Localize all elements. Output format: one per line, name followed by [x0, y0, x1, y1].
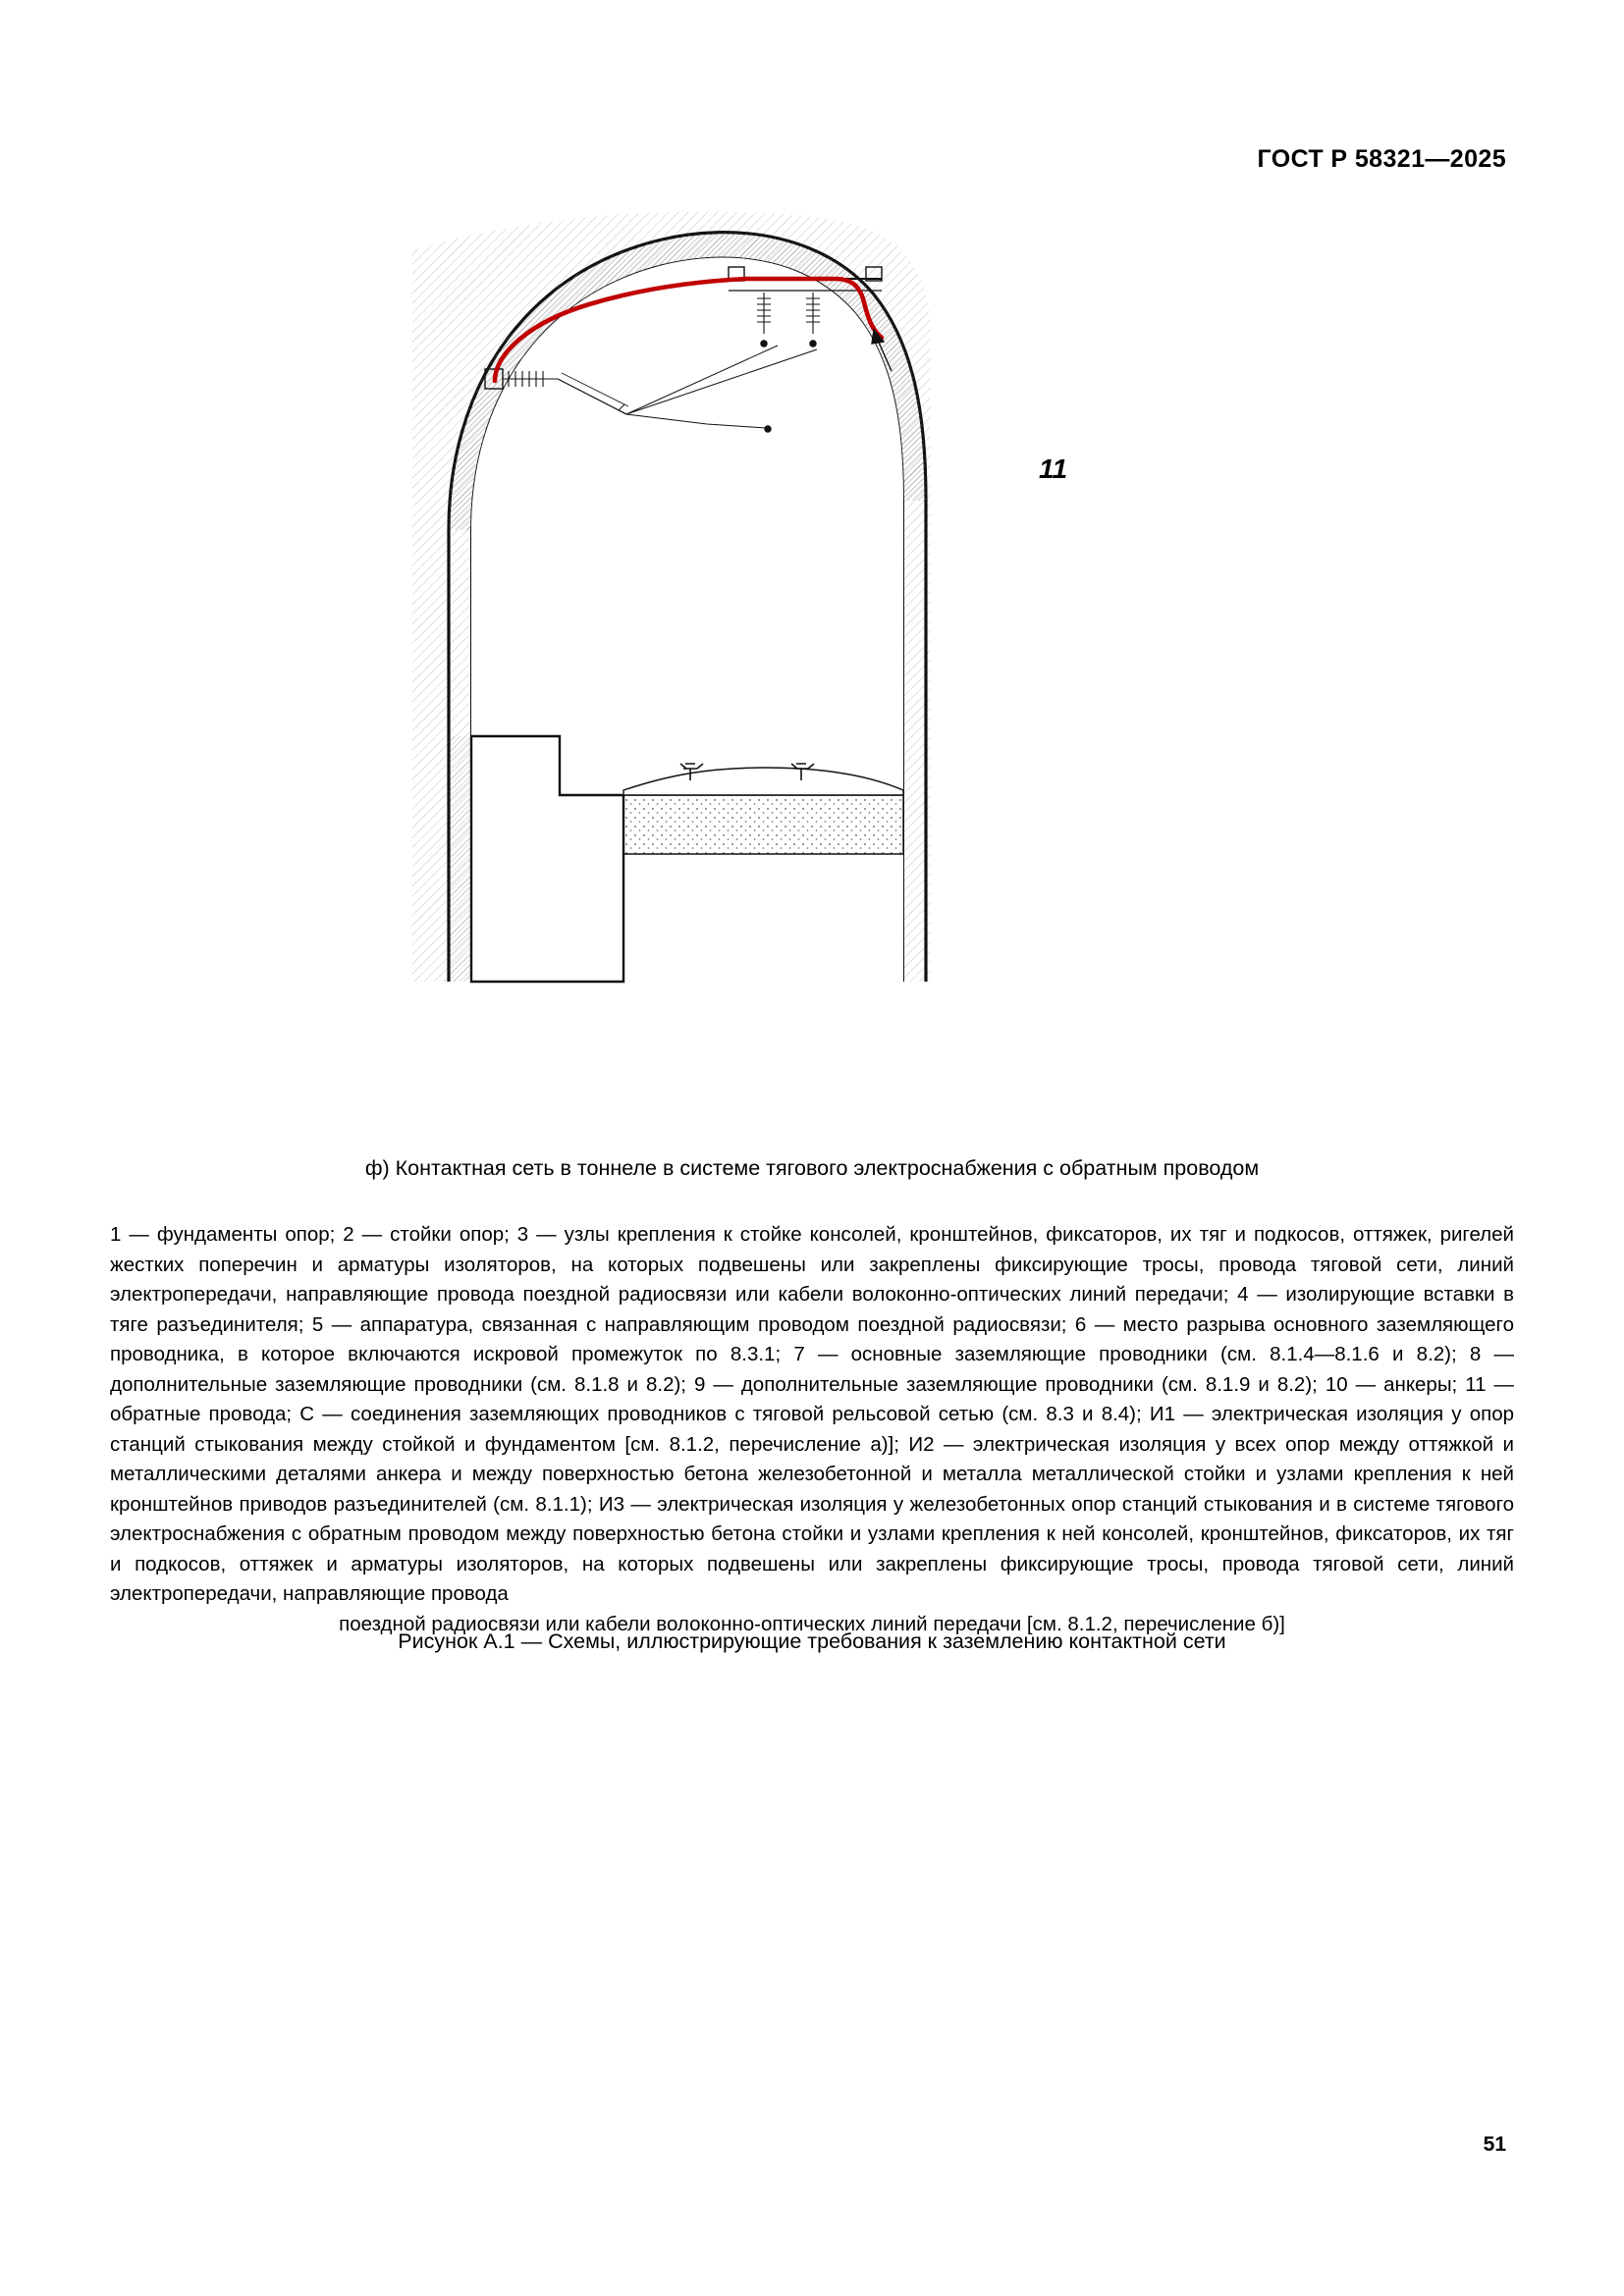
- figure-title: Рисунок А.1 — Схемы, иллюстрирующие требования к заземлению контактной сети: [398, 1629, 1226, 1653]
- page-number: 51: [1483, 2133, 1506, 2156]
- figure-tunnel-diagram: [412, 206, 1100, 1139]
- figure-legend-text: 1 — фундаменты опор; 2 — стойки опор; 3 — узлы крепления к стойке консолей, кронштейнов, фиксаторов, их тяг и подкосов, оттяжек, ригелей жестких поперечин и арматуры изоляторов, на которых подвешены или закреплены фиксирующие тросы, провода тяговой сети, линий электропередачи, направляющие провода поездной радиосвязи или кабели волоконно-оптических линий передачи; 4 — изолирующие вставки в тяге разъединителя; 5 — аппаратура, связанная с направляющим проводом поездной радиосвязи; 6 — место разрыва основного заземляющего проводника, в которое включаются искровой промежуток по 8.3.1; 7 — основные заземляющие проводники (см. 8.1.4—8.1.6 и 8.2); 8 — дополнительные заземляющие проводники (см. 8.1.8 и 8.2); 9 — дополнительные заземляющие проводники (см. 8.1.9 и 8.2); 10 — анкеры; 11 — обратные провода; С — соединения заземляющих проводников с тяговой рельсовой сетью (см. 8.3 и 8.4); И1 — электрическая изоляция у опор станций стыкования между стойкой и фундаментом [см. 8.1.2, перечисление а)]; И2 — электрическая изоляция у всех опор между оттяжкой и металлическими деталями анкера и между поверхностью бетона железобетонной и металла металлической стойки и узлами крепления к ней кронштейнов приводов разъединителей (см. 8.1.1); И3 — электрическая изоляция у железобетонных опор станций стыкования и в системе тягового электроснабжения с обратным проводом между поверхностью бетона стойки и узлами крепления к ней консолей, кронштейнов, фиксаторов, их тяг и подкосов, оттяжек и арматуры изоляторов, на которых подвешены или закреплены фиксирующие тросы, провода тяговой сети, линий электропередачи, направляющие провода: [110, 1223, 1514, 1605]
- tunnel-cross-section-svg: [412, 206, 1100, 1139]
- figure-subcaption: ф) Контактная сеть в тоннеле в системе тягового электроснабжения с обратным проводом: [364, 1156, 1260, 1180]
- figure-legend: [110, 1220, 1514, 1639]
- figure-legend-last-line: поездной радиосвязи или кабели волоконно-оптических линий передачи [см. 8.1.2, перечисление б)]: [339, 1612, 1285, 1635]
- standard-designation: ГОСТ Р 58321—2025: [1257, 145, 1506, 173]
- figure-label-11: 11: [1039, 454, 1068, 484]
- track-ballast: [623, 768, 903, 854]
